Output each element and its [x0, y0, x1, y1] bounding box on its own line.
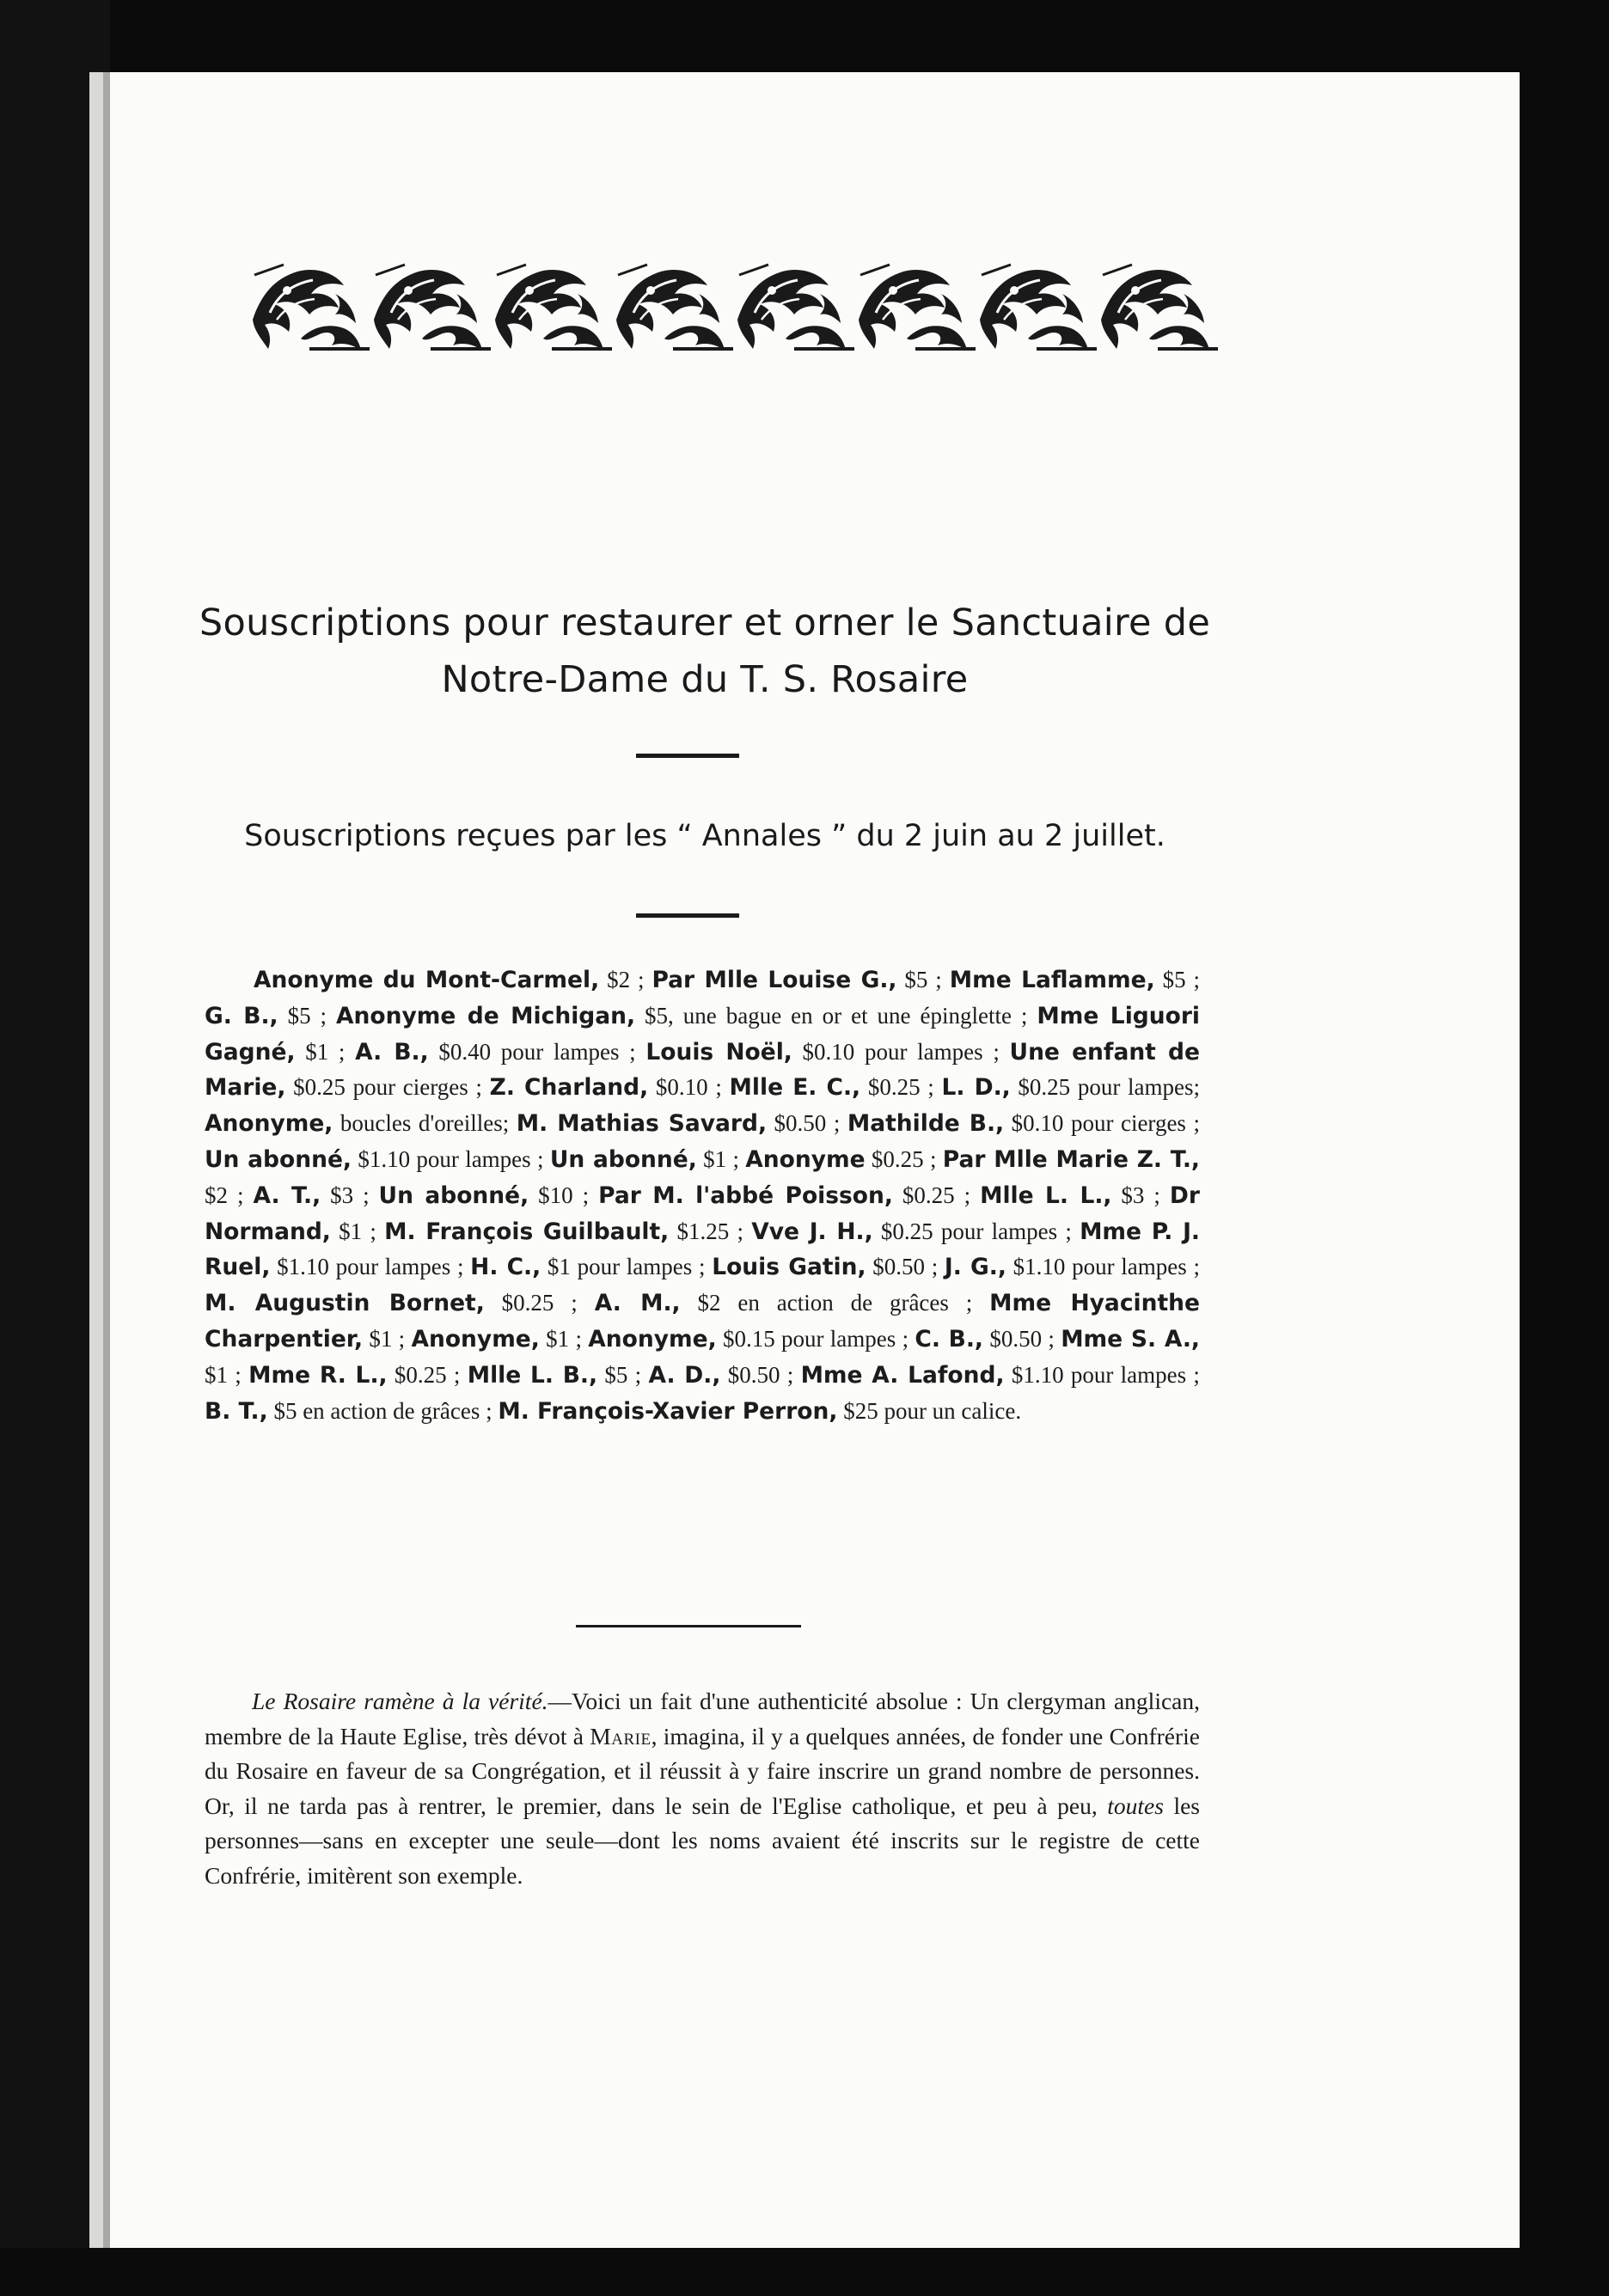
- donation-detail: $5 ;: [278, 1002, 337, 1029]
- donor-name: Mlle E. C.,: [729, 1074, 861, 1102]
- donation-detail: $5 ;: [1154, 967, 1200, 992]
- donation-detail: $1.10 pour lampes ;: [1004, 1361, 1200, 1388]
- subscription-entry: [652, 967, 949, 993]
- donation-detail: $1.10 pour lampes ;: [270, 1254, 471, 1280]
- donor-name: Mme S. A.,: [1061, 1325, 1200, 1353]
- subscription-entry: [336, 1003, 1037, 1029]
- story-marie: Marie: [590, 1722, 652, 1749]
- donor-name: A. D.,: [648, 1361, 721, 1389]
- donor-name: Par M. l'abbé Poisson,: [598, 1182, 893, 1209]
- donation-detail: $5 ;: [597, 1361, 649, 1388]
- donor-name: Mme A. Lafond,: [800, 1361, 1005, 1389]
- donor-name: Mme Laflamme,: [949, 967, 1155, 993]
- subscription-entry: [945, 1254, 1200, 1280]
- subscription-entry: [205, 1146, 550, 1173]
- donation-detail: $0.25 pour lampes ;: [872, 1218, 1080, 1244]
- donation-detail: $2 ;: [599, 967, 652, 992]
- subscription-entry: [254, 967, 652, 993]
- page-edge-shadow: [103, 72, 110, 2248]
- donation-detail: $1 ;: [330, 1218, 385, 1244]
- donor-name: M. François Guilbault,: [384, 1218, 670, 1245]
- story-text-2: , imagina, il y a quelques années, de fonder une Confrérie du Rosaire en faveur de sa Congrégation, et il réussit à y faire inscrire un grand nombre de personnes. Or, il ne tarda pas à rentrer, le premier, dans le sein de l'Eglise catholique, et peu à peu,: [205, 1722, 1200, 1819]
- subscription-entry: [980, 1182, 1170, 1209]
- story-heading: Le Rosaire ramène à la vérité.: [252, 1688, 548, 1714]
- donation-detail: $0.50 ;: [767, 1110, 847, 1137]
- subscription-entry: [745, 1146, 943, 1173]
- subscription-entry: [470, 1254, 712, 1280]
- donor-name: Un abonné,: [549, 1145, 697, 1173]
- subscription-entry: [384, 1218, 751, 1245]
- scan-bottom-margin: [0, 2248, 1609, 2296]
- subscription-entry: [253, 1182, 378, 1209]
- donation-detail: $0.50 ;: [983, 1325, 1061, 1352]
- divider-rule: [576, 1625, 801, 1627]
- divider-rule: [636, 913, 739, 918]
- subscription-entry: [498, 1398, 1021, 1425]
- donor-name: Anonyme du Mont-Carmel,: [254, 967, 600, 993]
- subscription-entry: [751, 1218, 1080, 1245]
- subscription-entry: [712, 1254, 945, 1280]
- donor-name: Anonyme,: [411, 1325, 540, 1353]
- subscription-entry: [847, 1110, 1200, 1137]
- donor-name: Mme Hyacinthe Charpentier,: [205, 1290, 1200, 1353]
- subscription-entry: [801, 1362, 1200, 1389]
- donor-name: Dr Normand,: [205, 1182, 1200, 1245]
- subscription-entry: [468, 1362, 649, 1389]
- donor-name: Par Mlle Louise G.,: [652, 967, 897, 993]
- donor-name: Mme R. L.,: [248, 1361, 388, 1389]
- donation-detail: boucles d'oreilles;: [333, 1110, 517, 1137]
- donor-name: L. D.,: [941, 1074, 1011, 1102]
- donation-detail: $0.25 ;: [860, 1074, 942, 1101]
- donor-name: A. B.,: [355, 1038, 429, 1066]
- page-title: [172, 595, 1238, 708]
- donation-detail: $0.25 ;: [387, 1361, 468, 1388]
- donation-detail: $1 ;: [539, 1325, 589, 1352]
- title-line-2: Notre-Dame du T. S. Rosaire: [441, 658, 969, 701]
- donor-name: C. B.,: [915, 1325, 984, 1353]
- donor-name: Anonyme de Michigan,: [336, 1002, 636, 1029]
- donation-detail: $5 en action de grâces ;: [267, 1397, 499, 1424]
- subscription-entry: [588, 1326, 915, 1353]
- donation-detail: $0.50 ;: [720, 1361, 801, 1388]
- subscription-entry: [730, 1074, 942, 1101]
- donation-detail: $1 ;: [295, 1038, 356, 1065]
- donor-name: Mathilde B.,: [847, 1110, 1005, 1138]
- donor-name: Mme Liguori Gagné,: [205, 1002, 1200, 1066]
- donor-name: G. B.,: [205, 1002, 278, 1029]
- donation-detail: $1 ;: [205, 1361, 249, 1388]
- donation-detail: $2 en action de grâces ;: [680, 1290, 990, 1316]
- subscription-entry: [598, 1182, 980, 1209]
- donation-detail: $1 ;: [363, 1325, 412, 1352]
- subscription-entry: [517, 1110, 847, 1137]
- donation-detail: $1 ;: [696, 1145, 746, 1172]
- donation-detail: $1.10 pour lampes ;: [352, 1145, 550, 1172]
- subscription-entry: [205, 1110, 517, 1137]
- donation-detail: $0.10 pour lampes ;: [792, 1038, 1010, 1065]
- subscription-entry: [595, 1290, 989, 1316]
- donation-detail: $3 ;: [1111, 1182, 1170, 1208]
- subscription-entry: [950, 967, 1200, 993]
- donor-name: Mme P. J. Ruel,: [205, 1218, 1200, 1281]
- subscription-entry: [648, 1362, 800, 1389]
- subscription-entry: [490, 1074, 730, 1101]
- donor-name: Un abonné,: [205, 1145, 352, 1173]
- donor-name: M. François-Xavier Perron,: [498, 1397, 838, 1425]
- subscription-list: [205, 962, 1200, 1429]
- story-text-3: les personnes—sans en excepter une seule—dont les noms avaient été inscrits sur le registre de cette Confrérie, imitèrent son exemple.: [205, 1792, 1200, 1889]
- donation-detail: $10 ;: [529, 1182, 599, 1208]
- donor-name: A. M.,: [594, 1290, 681, 1317]
- scan-right-margin: [1520, 0, 1609, 2296]
- donor-name: Z. Charland,: [489, 1074, 649, 1102]
- donation-detail: $0.10 ;: [648, 1074, 730, 1101]
- subscription-entry: [205, 1290, 595, 1316]
- donation-detail: $1.25 ;: [669, 1218, 752, 1244]
- subscription-entry: [205, 1003, 336, 1029]
- donation-detail: $5, une bague en or et une épinglette ;: [635, 1002, 1037, 1029]
- donation-detail: $0.50 ;: [866, 1254, 945, 1280]
- subscription-entry: [411, 1326, 588, 1353]
- leaf-border-icon: [249, 260, 1225, 358]
- subscription-entry: [645, 1039, 1009, 1066]
- donation-detail: $25 pour un calice.: [837, 1397, 1022, 1424]
- donor-name: B. T.,: [205, 1397, 268, 1425]
- donation-detail: $0.25 ;: [892, 1182, 981, 1208]
- donor-name: Vve J. H.,: [751, 1218, 873, 1245]
- section-subtitle: Souscriptions reçues par les “ Annales ” du 2 juin au 2 juillet.: [244, 819, 1165, 853]
- donation-detail: $0.25 pour cierges ;: [285, 1074, 490, 1101]
- donor-name: Anonyme,: [205, 1110, 333, 1138]
- donor-name: A. T.,: [253, 1182, 321, 1209]
- subscription-entry: [941, 1074, 1200, 1101]
- donor-name: Mlle L. L.,: [980, 1182, 1112, 1209]
- subscription-entry: [355, 1039, 645, 1066]
- donor-name: Mlle L. B.,: [467, 1361, 598, 1389]
- story-text-1: —Voici un fait d'une authenticité absolue : Un clergyman anglican, membre de la Haute Eglise, très dévot à: [205, 1688, 1200, 1749]
- donor-name: M. Mathias Savard,: [516, 1110, 768, 1138]
- donation-detail: $3 ;: [321, 1182, 379, 1208]
- donation-detail: $1.10 pour lampes ;: [1006, 1254, 1200, 1280]
- title-line-1: Souscriptions pour restaurer et orner le Sanctuaire de: [199, 601, 1211, 644]
- donation-detail: $0.25 ;: [865, 1145, 943, 1172]
- scan-left-margin: [0, 0, 110, 2296]
- donor-name: Louis Gatin,: [712, 1254, 866, 1281]
- divider-rule: [636, 754, 739, 758]
- donor-name: Louis Noël,: [645, 1038, 792, 1066]
- donor-name: Un abonné,: [378, 1182, 529, 1209]
- donor-name: Une enfant de Marie,: [205, 1038, 1200, 1102]
- subscription-entry: [550, 1146, 745, 1173]
- donation-detail: $2 ;: [205, 1182, 254, 1208]
- donation-detail: $0.15 pour lampes ;: [716, 1325, 915, 1352]
- donation-detail: $0.25 ;: [484, 1290, 595, 1316]
- donor-name: Anonyme: [745, 1145, 866, 1173]
- donation-detail: $5 ;: [896, 967, 950, 992]
- donor-name: M. Augustin Bornet,: [205, 1290, 485, 1317]
- donor-name: Par Mlle Marie Z. T.,: [942, 1145, 1200, 1173]
- donor-name: H. C.,: [470, 1254, 541, 1281]
- donation-detail: $0.25 pour lampes;: [1010, 1074, 1200, 1101]
- donation-detail: $1 pour lampes ;: [541, 1254, 713, 1280]
- subscription-entry: [248, 1362, 468, 1389]
- decorative-header-ornament: [249, 260, 1225, 358]
- story-toutes: toutes: [1107, 1792, 1164, 1819]
- subscription-entry: [915, 1326, 1061, 1353]
- donation-detail: $0.10 pour cierges ;: [1004, 1110, 1200, 1137]
- donor-name: J. G.,: [944, 1254, 1006, 1281]
- donation-detail: $0.40 pour lampes ;: [428, 1038, 646, 1065]
- story-paragraph: [205, 1684, 1200, 1894]
- subscription-entry: [205, 1398, 498, 1425]
- subscription-entry: [379, 1182, 599, 1209]
- donor-name: Anonyme,: [588, 1325, 717, 1353]
